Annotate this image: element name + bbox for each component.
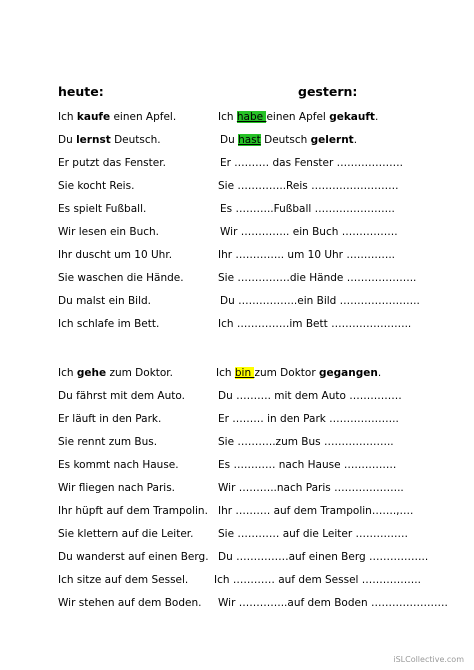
- exercise-row: [0, 548, 474, 566]
- present-sentence: Wir fliegen nach Paris.: [58, 482, 176, 494]
- verb-bold: lernst: [76, 134, 111, 146]
- gap-sentence: Er ……… in den Park ………………..: [218, 413, 399, 425]
- exercise-row: [0, 364, 474, 382]
- gap-sentence: Es ………..Fußball …………………..: [220, 203, 395, 215]
- exercise-row: [0, 525, 474, 543]
- exercise-row: [0, 108, 474, 126]
- present-sentence: Ich kaufe einen Apfel.: [58, 111, 177, 123]
- gap-sentence: Sie ………..zum Bus ………………..: [218, 436, 394, 448]
- gap-sentence: Ich ………… auf dem Sessel ……………..: [214, 574, 421, 586]
- present-sentence: Ich gehe zum Doktor.: [58, 367, 174, 379]
- auxiliary-highlight: hast: [238, 134, 261, 146]
- gap-sentence: Ihr ………. auf dem Trampolin…….,….: [218, 505, 414, 517]
- exercise-row: [0, 292, 474, 310]
- exercise-row: [0, 177, 474, 195]
- exercise-row: [0, 410, 474, 428]
- present-sentence: Es spielt Fußball.: [58, 203, 147, 215]
- gap-sentence: Sie ………… auf die Leiter ……………: [218, 528, 408, 540]
- gap-sentence: Sie ……………die Hände ………………..: [218, 272, 417, 284]
- present-sentence: Er putzt das Fenster.: [58, 157, 166, 169]
- header-heute: heute:: [58, 84, 104, 99]
- participle-bold: gegangen: [318, 367, 378, 379]
- present-sentence: Sie kocht Reis.: [58, 180, 135, 192]
- present-sentence: Ihr hüpft auf dem Trampolin.: [58, 505, 208, 517]
- present-sentence: Ihr duscht um 10 Uhr.: [58, 249, 173, 261]
- exercise-row: [0, 571, 474, 589]
- present-sentence: Du fährst mit dem Auto.: [58, 390, 185, 402]
- present-sentence: Ich sitze auf dem Sessel.: [58, 574, 189, 586]
- exercise-row: [0, 479, 474, 497]
- exercise-row: [0, 246, 474, 264]
- verb-bold: gehe: [76, 367, 107, 379]
- exercise-row: [0, 154, 474, 172]
- gap-sentence: Ich ……………im Bett …………………..: [218, 318, 412, 330]
- exercise-row: [0, 502, 474, 520]
- verb-bold: kaufe: [76, 111, 111, 123]
- auxiliary-highlight: habe: [236, 111, 267, 123]
- present-sentence: Sie klettern auf die Leiter.: [58, 528, 194, 540]
- header-gestern: gestern:: [298, 84, 358, 99]
- perfect-sentence: Du hast Deutsch gelernt.: [220, 134, 358, 146]
- gap-sentence: Er .……… das Fenster ……………….: [220, 157, 403, 169]
- exercise-row: [0, 433, 474, 451]
- exercise-row: [0, 269, 474, 287]
- site-watermark: iSLCollective.com: [393, 655, 464, 664]
- gap-sentence: Wir ………..nach Paris ………………..: [218, 482, 404, 494]
- exercise-row: [0, 456, 474, 474]
- perfect-sentence: Ich habe einen Apfel gekauft.: [218, 111, 379, 123]
- present-sentence: Du wanderst auf einen Berg.: [58, 551, 209, 563]
- gap-sentence: Wir …………..auf dem Boden ………………….: [218, 597, 448, 609]
- gap-sentence: Du ……………..ein Bild …………………..: [220, 295, 420, 307]
- participle-bold: gelernt: [310, 134, 354, 146]
- perfect-sentence: Ich bin zum Doktor gegangen.: [216, 367, 382, 379]
- exercise-row: [0, 131, 474, 149]
- gap-sentence: Ihr ………….. um 10 Uhr …………..: [218, 249, 396, 261]
- auxiliary-highlight: bin: [234, 367, 255, 379]
- gap-sentence: Wir ………….. ein Buch …………….: [220, 226, 398, 238]
- exercise-row: [0, 200, 474, 218]
- exercise-row: [0, 223, 474, 241]
- present-sentence: Du lernst Deutsch.: [58, 134, 161, 146]
- present-sentence: Sie rennt zum Bus.: [58, 436, 158, 448]
- gap-sentence: Du ………. mit dem Auto ……………: [218, 390, 402, 402]
- present-sentence: Wir lesen ein Buch.: [58, 226, 160, 238]
- gap-sentence: Sie …………..Reis …………………….: [218, 180, 399, 192]
- exercise-row: [0, 594, 474, 612]
- exercise-row: [0, 387, 474, 405]
- participle-bold: gekauft: [329, 111, 375, 123]
- present-sentence: Es kommt nach Hause.: [58, 459, 179, 471]
- present-sentence: Sie waschen die Hände.: [58, 272, 184, 284]
- gap-sentence: Es ………… nach Hause ……………: [218, 459, 397, 471]
- present-sentence: Er läuft in den Park.: [58, 413, 162, 425]
- exercise-row: [0, 315, 474, 333]
- present-sentence: Ich schlafe im Bett.: [58, 318, 160, 330]
- present-sentence: Du malst ein Bild.: [58, 295, 151, 307]
- present-sentence: Wir stehen auf dem Boden.: [58, 597, 202, 609]
- gap-sentence: Du ……………auf einen Berg ……………..: [218, 551, 429, 563]
